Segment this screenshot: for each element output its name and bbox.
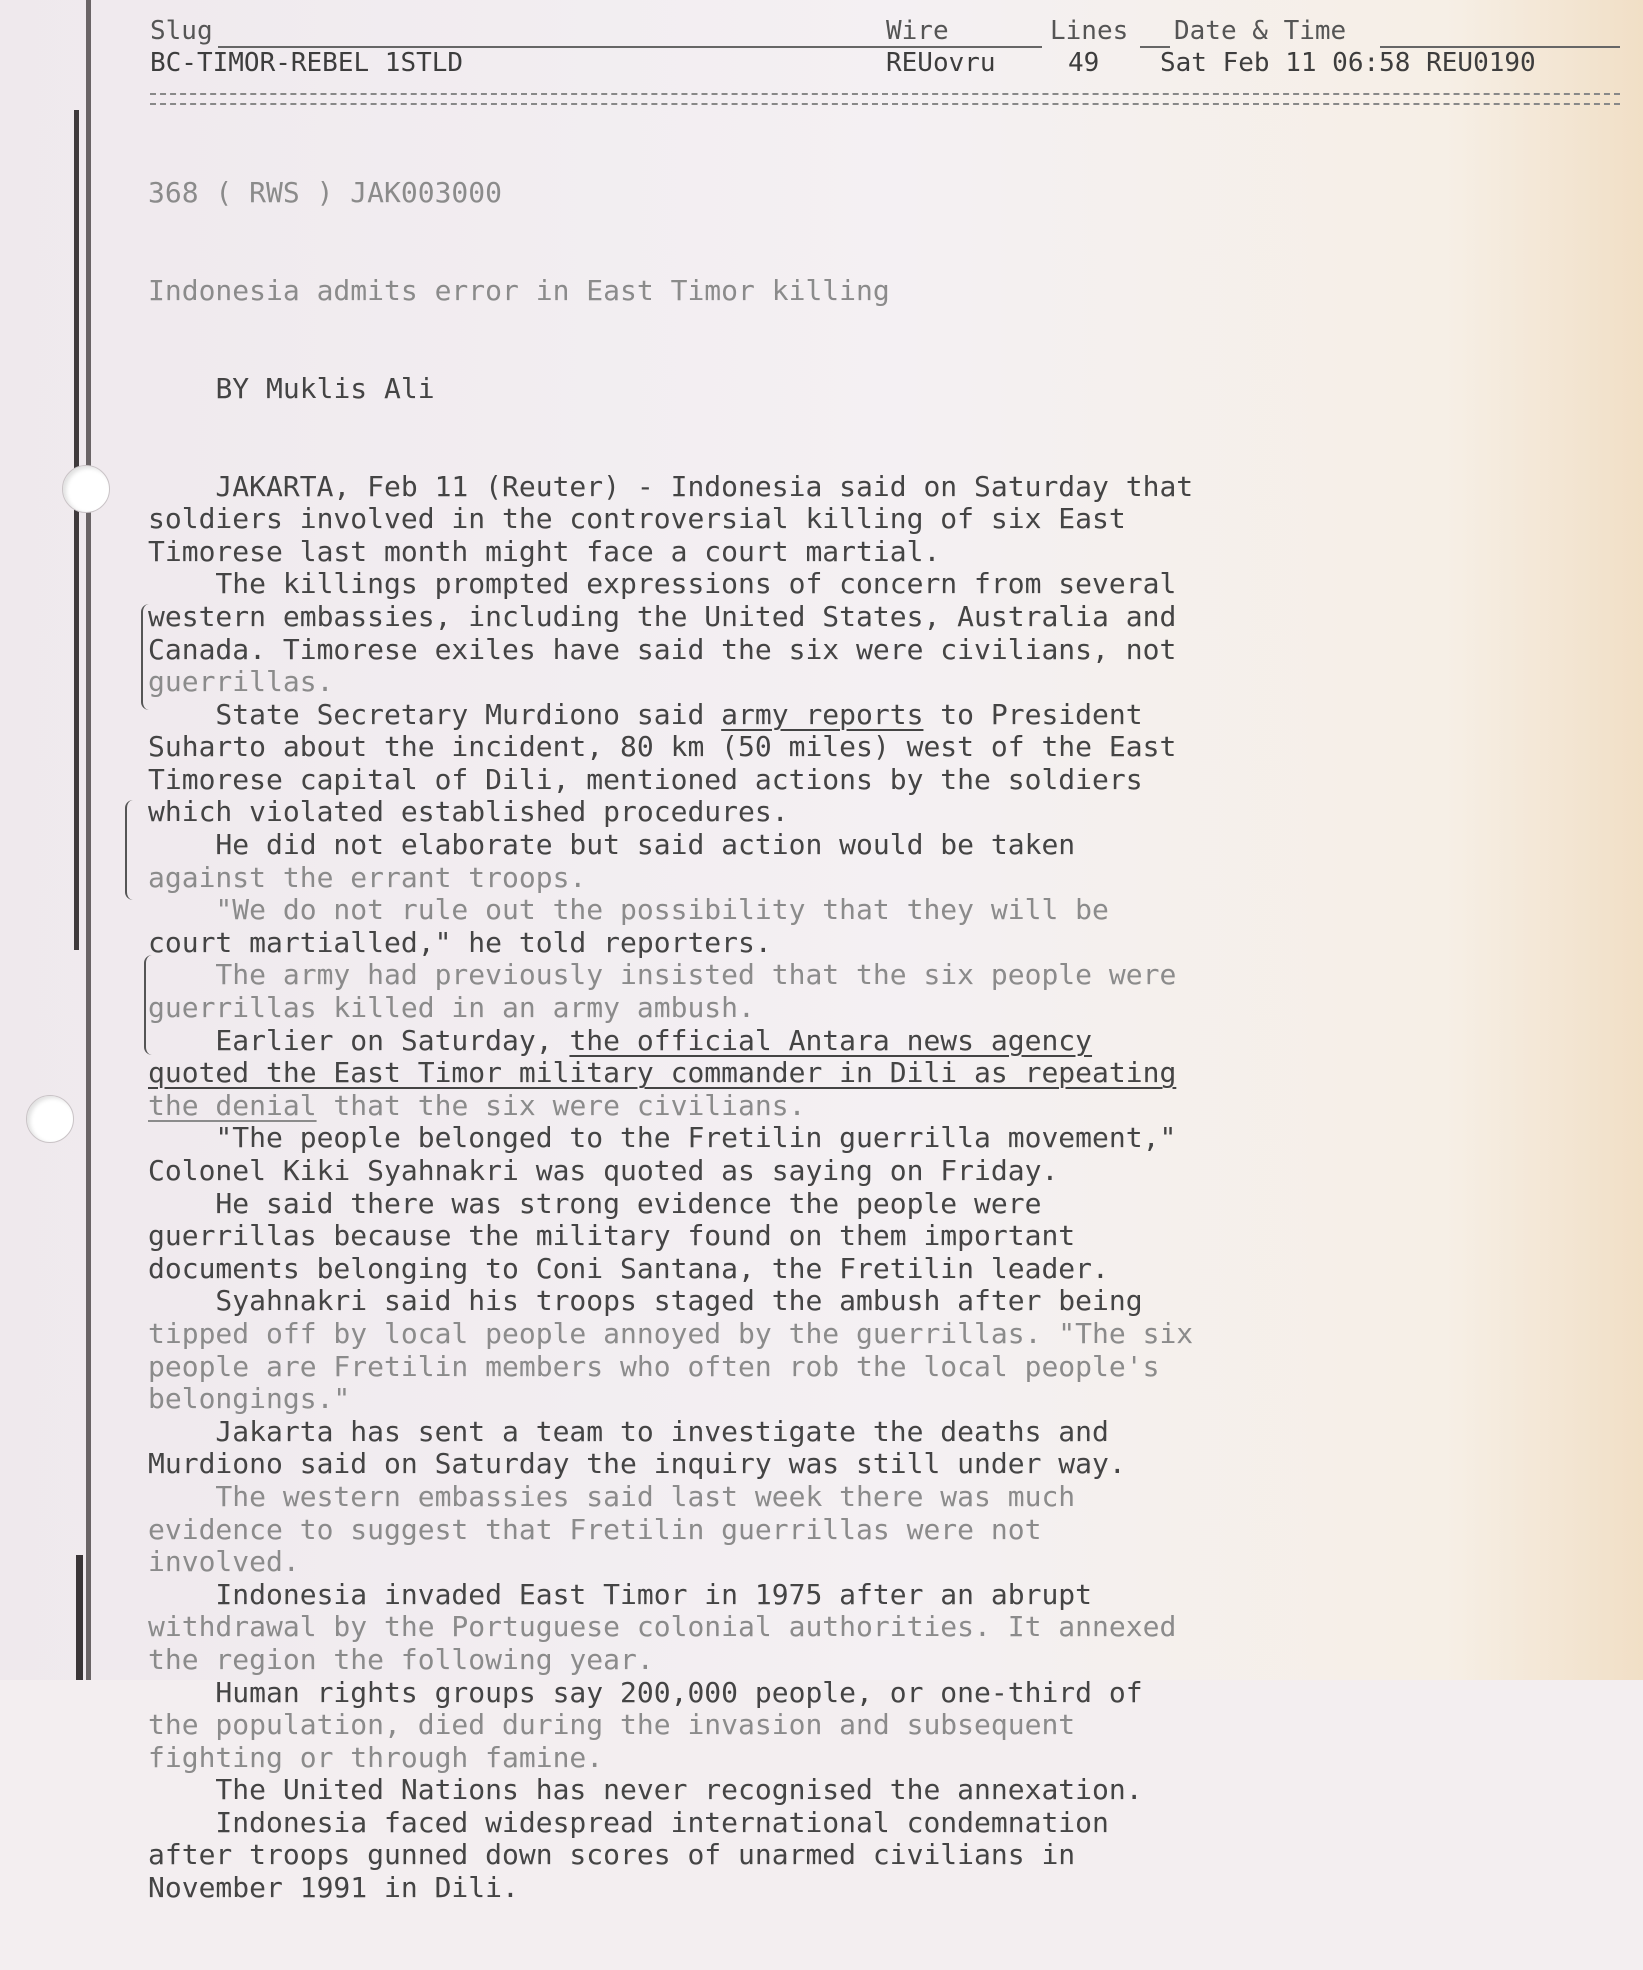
punch-hole [26, 1095, 74, 1143]
story-line: quoted the East Timor military commander in Dili as repeating [148, 1056, 1177, 1090]
story-line: against the errant troops. [148, 860, 587, 894]
story-code: 368 ( RWS ) JAK003000 [148, 176, 503, 210]
binder-edge-mark [74, 110, 79, 950]
story-line: Indonesia invaded East Timor in 1975 after an abrupt [148, 1577, 1093, 1611]
story-text-lines [148, 471, 1448, 1905]
header-separator [150, 93, 1620, 105]
story-line: documents belonging to Coni Santana, the Fretilin leader. [148, 1251, 1109, 1285]
story-line: fighting or through famine. [148, 1740, 604, 1774]
story-headline: Indonesia admits error in East Timor killing [148, 273, 890, 307]
date-time-value: Sat Feb 11 06:58 REU0190 [1160, 48, 1536, 78]
story-line: Murdiono said on Saturday the inquiry was still under way. [148, 1447, 1126, 1481]
slug-label: Slug [150, 16, 213, 46]
story-line: after troops gunned down scores of unarmed civilians in [148, 1838, 1076, 1872]
story-line: guerrillas. [148, 665, 334, 699]
story-line: Canada. Timorese exiles have said the six were civilians, not [148, 632, 1177, 666]
story-line: which violated established procedures. [148, 795, 789, 829]
binder-edge-mark-lower [76, 1555, 83, 1680]
story-line: Suharto about the incident, 80 km (50 miles) west of the East [148, 730, 1177, 764]
margin-bracket [144, 955, 156, 1055]
story-line: State Secretary Murdiono said army reports to President [148, 697, 1143, 731]
story-line: The United Nations has never recognised the annexation. [148, 1773, 1143, 1807]
story-line: He did not elaborate but said action would be taken [148, 828, 1076, 862]
story-line: evidence to suggest that Fretilin guerrillas were not [148, 1512, 1042, 1546]
story-line: belongings." [148, 1382, 351, 1416]
story-line: JAKARTA, Feb 11 (Reuter) - Indonesia said on Saturday that [148, 469, 1194, 503]
story-body [148, 112, 1448, 1970]
binder-spine-line [86, 0, 91, 1680]
story-line: Jakarta has sent a team to investigate the deaths and [148, 1414, 1109, 1448]
story-line: The killings prompted expressions of concern from several [148, 567, 1177, 601]
story-line: Earlier on Saturday, the official Antara news agency [148, 1023, 1093, 1057]
slug-value: BC-TIMOR-REBEL 1STLD [150, 48, 464, 78]
punch-hole [62, 465, 110, 513]
margin-bracket [125, 800, 137, 900]
story-line: the region the following year. [148, 1642, 654, 1676]
wire-label: Wire [886, 16, 949, 46]
story-line: "The people belonged to the Fretilin guerrilla movement," [148, 1121, 1177, 1155]
story-line: withdrawal by the Portuguese colonial authorities. It annexed [148, 1610, 1177, 1644]
story-line: He said there was strong evidence the people were [148, 1186, 1042, 1220]
story-line: guerrillas killed in an army ambush. [148, 991, 755, 1025]
story-line: soldiers involved in the controversial killing of six East [148, 502, 1126, 536]
story-line: Syahnakri said his troops staged the ambush after being [148, 1284, 1143, 1318]
story-line: November 1991 in Dili. [148, 1871, 519, 1905]
story-line: Colonel Kiki Syahnakri was quoted as saying on Friday. [148, 1154, 1059, 1187]
story-line: western embassies, including the United States, Australia and [148, 599, 1177, 633]
story-line: "We do not rule out the possibility that they will be [148, 893, 1109, 927]
wire-value: REUovru [886, 48, 996, 78]
story-line: guerrillas because the military found on them important [148, 1219, 1076, 1253]
story-line: involved. [148, 1545, 300, 1579]
story-line: Timorese capital of Dili, mentioned actions by the soldiers [148, 762, 1143, 796]
story-line: the population, died during the invasion and subsequent [148, 1708, 1076, 1742]
story-line: court martialled," he told reporters. [148, 925, 772, 959]
lines-value: 49 [1068, 48, 1100, 78]
story-line: Timorese last month might face a court martial. [148, 534, 941, 568]
story-line: Indonesia faced widespread international condemnation [148, 1805, 1109, 1839]
story-line: Human rights groups say 200,000 people, or one-third of [148, 1675, 1143, 1709]
margin-bracket [141, 604, 153, 710]
story-line: The army had previously insisted that the six people were [148, 958, 1177, 992]
story-line: people are Fretilin members who often rob the local people's [148, 1349, 1160, 1383]
story-line: the denial that the six were civilians. [148, 1088, 806, 1122]
story-byline: BY Muklis Ali [215, 371, 435, 405]
story-line: The western embassies said last week there was much [148, 1479, 1076, 1513]
date-time-label: Date & Time [1174, 16, 1347, 46]
lines-label: Lines [1050, 16, 1129, 46]
story-line: tipped off by local people annoyed by the guerrillas. "The six [148, 1316, 1194, 1350]
